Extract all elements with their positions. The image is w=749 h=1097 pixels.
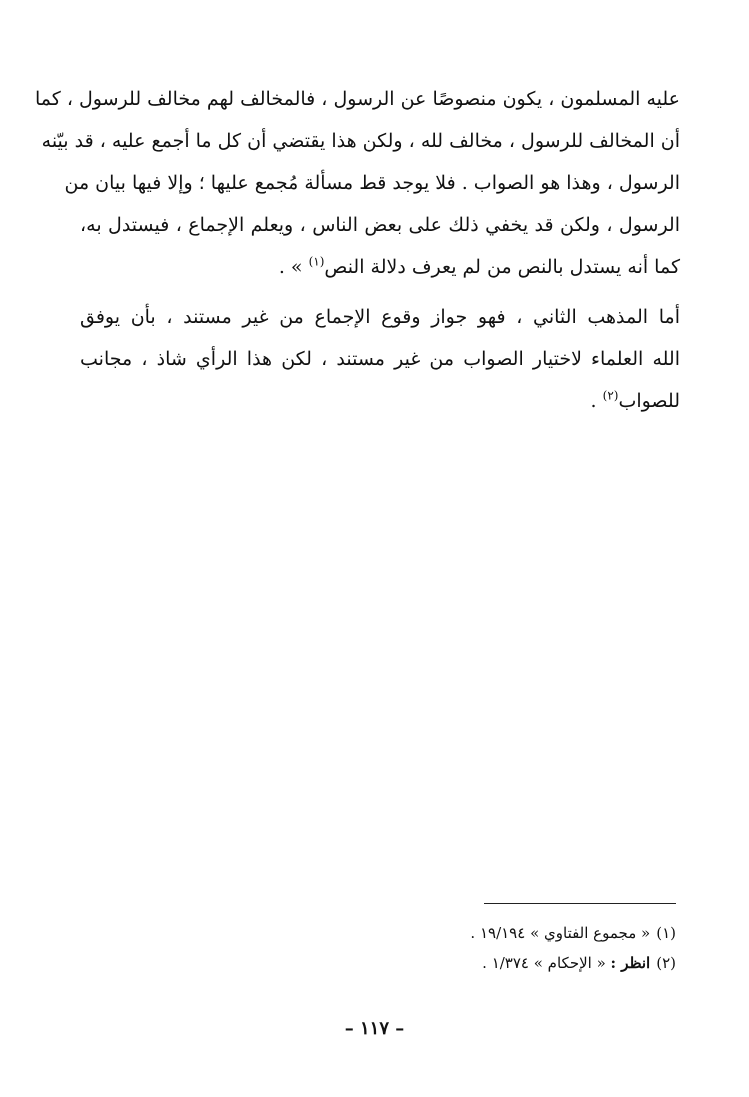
text-line: الرسول ، ولكن قد يخفي ذلك على بعض الناس ، ويعلم الإجماع ، فيستدل به، [80,214,680,236]
text-line: الرسول ، وهذا هو الصواب . فلا يوجد قط مسألة مُجمع عليها ؛ وإلا فيها بيان من [64,172,680,194]
footnote [300,918,676,948]
footnote-reference: (٢) [602,388,619,403]
text-line: أما المذهب الثاني ، فهو جواز وقوع الإجماع من غير مستند ، بأن يوفق [80,306,680,328]
page-number: – ١١٧ – [344,1018,405,1039]
text-fragment: للصواب [618,390,680,412]
footnote-number: (٢) [656,954,676,972]
footnote-label: انظر : [610,954,651,972]
footnote-reference: (١) [308,254,325,269]
footnote-text: « مجموع الفتاوي » ١٩/١٩٤ . [470,924,651,942]
footnote-divider [484,903,676,904]
footnote [300,948,676,978]
paragraph-gap [80,288,680,296]
text-fragment: كما أنه يستدل بالنص من لم يعرف دلالة النص [324,256,680,278]
text-line: عليه المسلمون ، يكون منصوصًا عن الرسول ، فالمخالف لهم مخالف للرسول ، كما [34,88,680,110]
main-text [34,78,680,422]
footnote-text: « الإحكام » ١/٣٧٤ . [482,954,611,972]
text-line: أن المخالف للرسول ، مخالف لله ، ولكن هذا يقتضي أن كل ما أجمع عليه ، قد بيّنه [41,130,680,152]
text-line: الله العلماء لاختيار الصواب من غير مستند ، لكن هذا الرأي شاذ ، مجانب [80,348,680,370]
footnotes [300,918,676,978]
footnote-number: (١) [656,924,676,942]
text-fragment: . [590,390,603,412]
text-line [80,380,680,422]
text-fragment: » . [278,256,309,278]
text-line [80,246,680,288]
